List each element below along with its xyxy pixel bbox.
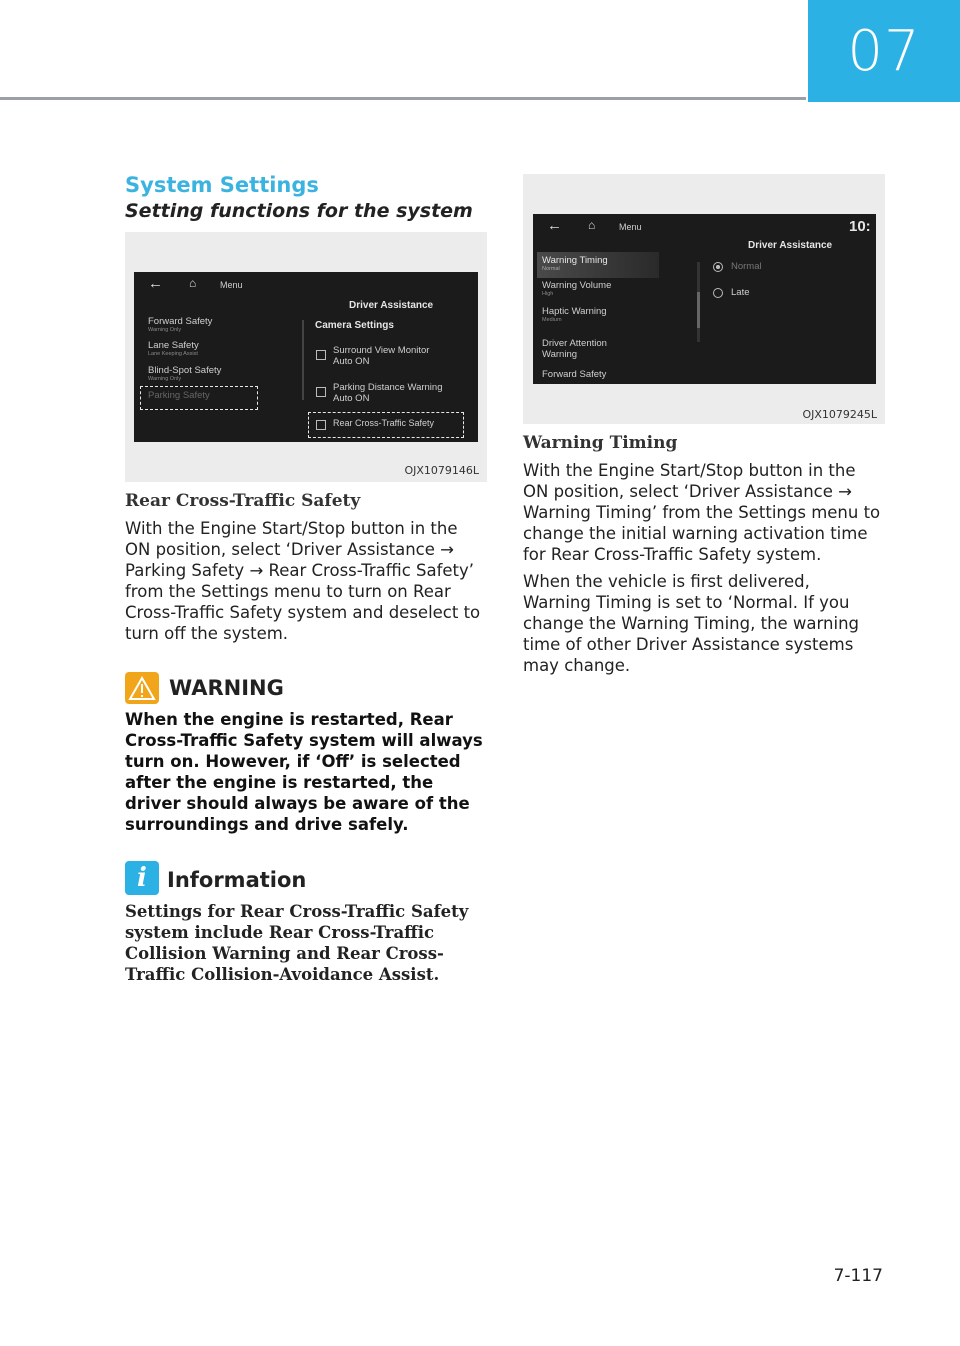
warning-timing-body-1: With the Engine Start/Stop button in the ON position, select ‘Driver Assistance → Warning Timing’ from the Settings menu to change the initial warning activation time for Rear Cross-Traffic Safety system. bbox=[523, 461, 881, 564]
left-item: Driver Attention Warning bbox=[542, 338, 607, 360]
rcts-body: With the Engine Start/Stop button in the ON position, select ‘Driver Assistance → Parking Safety → Rear Cross-Traffic Safety’ from the Settings menu to turn on Rear Cross-Traffic Safety system and deselect to turn off the system. bbox=[125, 519, 481, 643]
right-item: Rear Cross-Traffic Safety bbox=[333, 418, 435, 428]
highlight-box bbox=[140, 386, 258, 410]
left-item: Forward Safety Warning Only bbox=[148, 316, 213, 333]
menu-label: Menu bbox=[220, 280, 243, 290]
left-item: Blind-Spot Safety Warning Only bbox=[148, 365, 222, 382]
checkbox-icon bbox=[316, 350, 326, 360]
divider bbox=[302, 320, 304, 400]
figure-2-topbar bbox=[533, 214, 876, 240]
info-icon: i bbox=[125, 861, 159, 895]
back-arrow-icon: ← bbox=[148, 275, 163, 292]
chapter-tab: 07 bbox=[808, 0, 960, 102]
option-normal[interactable]: Normal bbox=[731, 261, 762, 272]
figure-caption: OJX1079245L bbox=[802, 408, 877, 421]
left-item: Forward Safety bbox=[542, 369, 607, 380]
radio-selected-icon[interactable] bbox=[713, 262, 723, 272]
rcts-heading: Rear Cross-Traffic Safety bbox=[125, 491, 361, 511]
panel-title: Driver Assistance bbox=[748, 240, 833, 251]
header-rule bbox=[0, 97, 806, 100]
right-heading: Camera Settings bbox=[315, 320, 394, 331]
figure-caption: OJX1079146L bbox=[404, 464, 479, 477]
section-title: System Settings bbox=[125, 173, 319, 197]
right-item: Surround View Monitor Auto ON bbox=[333, 345, 430, 367]
information-title: Information bbox=[167, 868, 307, 892]
figure-2 bbox=[523, 174, 885, 424]
scrollbar[interactable] bbox=[697, 262, 700, 342]
left-item-selected: Warning Timing Normal bbox=[542, 255, 608, 272]
menu-label: Menu bbox=[619, 222, 642, 232]
left-item: Warning Volume High bbox=[542, 280, 612, 297]
figure-1 bbox=[125, 232, 487, 482]
right-item: Parking Distance Warning Auto ON bbox=[333, 382, 443, 404]
figure-1-screen bbox=[134, 272, 478, 442]
left-item: Haptic Warning Medium bbox=[542, 306, 607, 323]
information-body: Settings for Rear Cross-Traffic Safety system include Rear Cross-Traffic Collision Warning and Rear Cross-Traffic Collision-Avoidance Assist. bbox=[125, 902, 469, 984]
panel-title: Driver Assistance bbox=[349, 300, 434, 311]
option-late[interactable]: Late bbox=[731, 287, 750, 298]
left-item-selected: Parking Safety bbox=[148, 390, 210, 401]
warning-timing-heading: Warning Timing bbox=[523, 433, 678, 453]
radio-icon[interactable] bbox=[713, 288, 723, 298]
warning-title: WARNING bbox=[169, 676, 284, 700]
page-number: 7-117 bbox=[833, 1266, 883, 1286]
warning-timing-body-2: When the vehicle is first delivered, Warning Timing is set to ‘Normal. If you change the Warning Timing, the warning time of other Driver Assistance systems may change. bbox=[523, 572, 860, 675]
highlight-box bbox=[308, 412, 464, 438]
clock: 10: bbox=[849, 218, 871, 235]
checkbox-icon bbox=[316, 387, 326, 397]
home-icon: ⌂ bbox=[189, 276, 197, 290]
warning-body: When the engine is restarted, Rear Cross-Traffic Safety system will always turn on. However, if ‘Off’ is selected after the engine is restarted, the driver should always be aware of the surroundings and drive safely. bbox=[125, 710, 483, 834]
figure-1-topbar bbox=[134, 272, 478, 298]
back-arrow-icon: ← bbox=[547, 217, 562, 234]
left-item: Lane Safety Lane Keeping Assist bbox=[148, 340, 199, 357]
section-subtitle: Setting functions for the system bbox=[125, 200, 473, 222]
figure-2-screen bbox=[533, 214, 876, 384]
home-icon: ⌂ bbox=[588, 218, 596, 232]
warning-icon bbox=[125, 672, 159, 704]
